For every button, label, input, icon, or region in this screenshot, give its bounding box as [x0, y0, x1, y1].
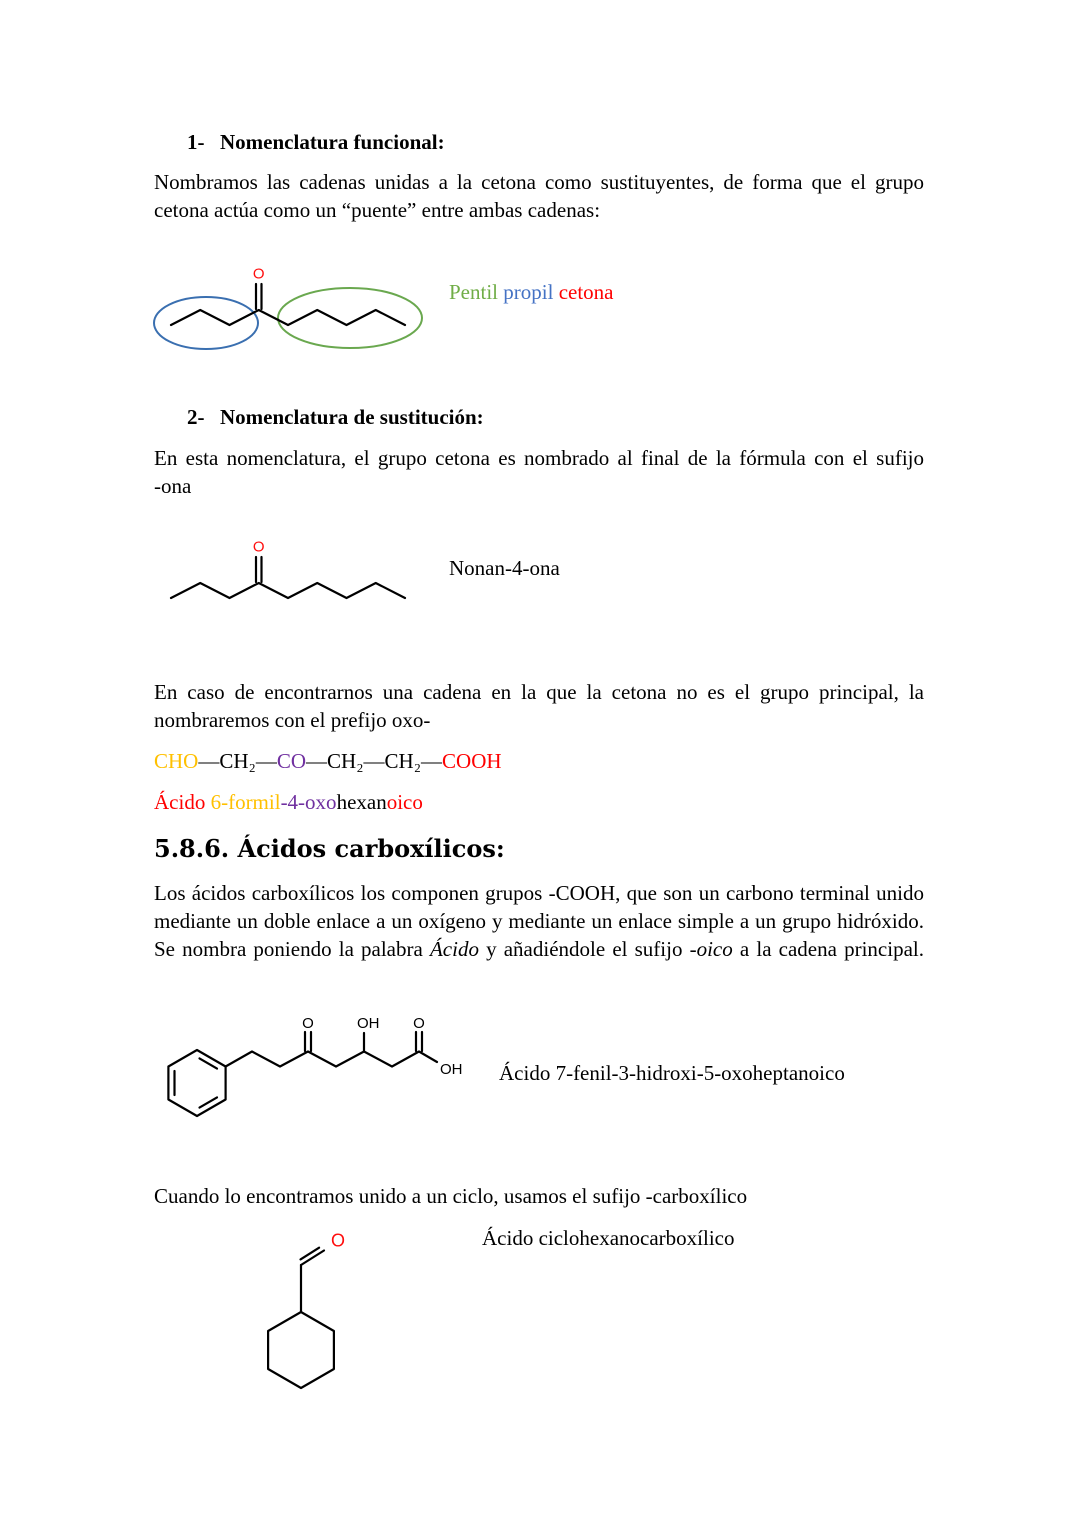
section-2-heading: [187, 403, 484, 431]
propyl-highlight-ellipse: [154, 297, 258, 349]
formula-acid-group: COOH: [442, 749, 502, 773]
compound-name-substitutive: Nonan-4-ona: [449, 556, 560, 580]
formula-ketone-group: CO: [276, 749, 307, 773]
hydroxy-label: OH: [357, 1015, 380, 1032]
section-2-number: 2-: [187, 405, 205, 429]
propil-word: propil: [503, 280, 554, 304]
acid-suffix: oico: [386, 790, 423, 814]
paragraph-line: En esta nomenclatura, el grupo cetona es nombrado al final de la fórmula con el sufijo: [154, 446, 924, 470]
nonan-4-ona-structure: [140, 530, 440, 610]
benzene-ring: [168, 1050, 225, 1116]
section-2-title: Nomenclatura de sustitución:: [220, 405, 484, 429]
carbonyl-double-bond: [301, 1248, 325, 1265]
chain-root: hexan: [336, 790, 387, 814]
acid-word: Ácido: [154, 790, 211, 814]
acid-carbonyl-double-bond: [416, 1032, 422, 1051]
section-heading-carboxylic-acids: 5.8.6. Ácidos carboxílicos:: [154, 834, 505, 863]
italic-term: Ácido: [429, 937, 479, 961]
compound-name-cyclic-acid: Ácido ciclohexanocarboxílico: [482, 1226, 735, 1250]
carbonyl-double-bond: [256, 284, 262, 309]
paragraph-line: [154, 935, 924, 963]
carbon-chain: [171, 310, 405, 325]
oxygen-atom-label: O: [252, 265, 265, 283]
carbonyl-double-bond: [256, 557, 262, 582]
paragraph-line: Los ácidos carboxílicos los componen grupos -COOH, que son un carbono terminal unido: [154, 881, 924, 905]
paragraph-text: y añadiéndole el sufijo: [478, 937, 690, 961]
carbon-chain: [226, 1052, 437, 1067]
compound-name-functional: [449, 278, 613, 306]
section-1-number: 1-: [187, 130, 205, 154]
formula-methylene-link: —CH₂—: [198, 749, 277, 773]
pentyl-propyl-ketone-structure: [140, 258, 440, 358]
condensed-formula: [154, 747, 502, 775]
paragraph-line: nombraremos con el prefijo oxo-: [154, 708, 431, 732]
cetona-word: cetona: [558, 280, 614, 304]
section-1-heading: [187, 128, 445, 156]
oxygen-atom-label: O: [330, 1230, 346, 1251]
aromatic-inner-bonds: [175, 1058, 218, 1107]
formula-aldehyde-group: CHO: [154, 749, 199, 773]
paragraph-line: -ona: [154, 474, 192, 498]
oxo-prefix: -4-oxo: [280, 790, 337, 814]
ring-note: Cuando lo encontramos unido a un ciclo, usamos el sufijo -carboxílico: [154, 1184, 748, 1208]
compound-name-acid: Ácido 7-fenil-3-hidroxi-5-oxoheptanoico: [499, 1061, 845, 1085]
section-1-title: Nomenclatura funcional:: [220, 130, 445, 154]
paragraph-line: En caso de encontrarnos una cadena en la que la cetona no es el grupo principal, la: [154, 680, 924, 704]
phenyl-hydroxy-oxoheptanoic-acid-structure: [150, 1005, 480, 1130]
acid-hydroxy-label: OH: [440, 1061, 463, 1078]
formula-methylene-link: —CH₂—CH₂—: [306, 749, 443, 773]
example-compound-name: [154, 788, 423, 816]
ketone-double-bond: [305, 1032, 311, 1051]
acid-oxygen-label: O: [413, 1015, 425, 1032]
cyclohexane-structure: [250, 1225, 360, 1400]
paragraph-line: Nombramos las cadenas unidas a la cetona como sustituyentes, de forma que el grupo: [154, 170, 924, 194]
carbon-chain: [171, 583, 405, 598]
paragraph-line: cetona actúa como un “puente” entre ambas cadenas:: [154, 198, 601, 222]
formyl-prefix: 6-formil: [210, 790, 281, 814]
ketone-oxygen-label: O: [302, 1015, 314, 1032]
cyclohexane-ring: [268, 1312, 334, 1388]
paragraph-text: Se nombra poniendo la palabra: [154, 937, 430, 961]
paragraph-text: a la cadena principal.: [732, 937, 924, 961]
italic-term: -oico: [689, 937, 733, 961]
paragraph-line: mediante un doble enlace a un oxígeno y mediante un enlace simple a un grupo hidróxido.: [154, 909, 924, 933]
oxygen-atom-label: O: [252, 538, 265, 556]
pentil-word: Pentil: [449, 280, 499, 304]
